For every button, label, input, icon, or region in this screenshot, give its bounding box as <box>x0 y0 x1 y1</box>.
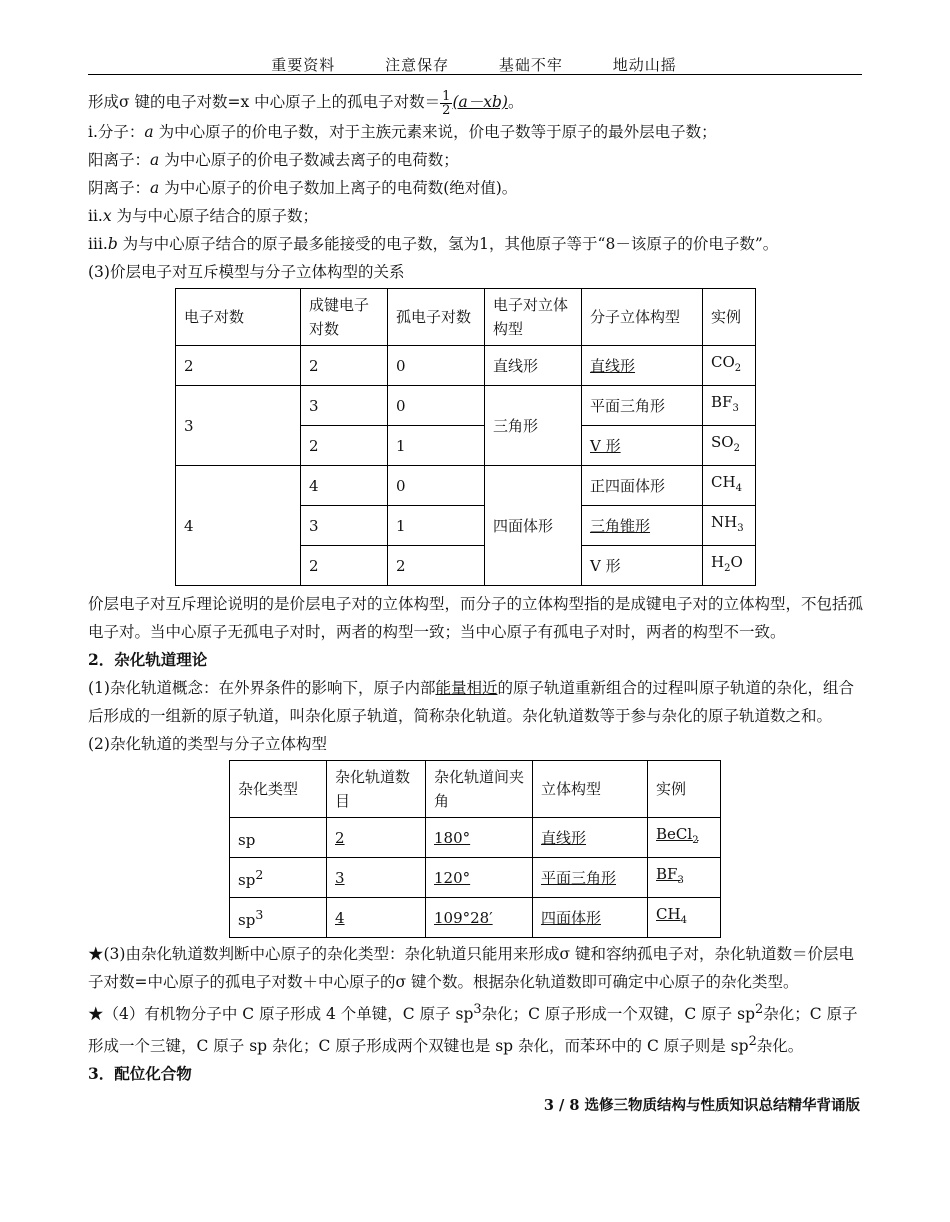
table-cell: 3 <box>301 506 388 546</box>
table-cell: 120° <box>426 858 533 898</box>
table-cell: 1 <box>388 426 485 466</box>
table-header-cell: 杂化轨道间夹角 <box>426 761 533 818</box>
table-cell: 直线形 <box>582 346 703 386</box>
table-row <box>230 898 721 938</box>
table-cell: 2 <box>176 346 301 386</box>
text-line: ⅱ.x 为与中心原子结合的原子数； <box>88 207 319 225</box>
table-cell: sp <box>230 818 327 858</box>
text-line: ⅰ.分子：a 为中心原子的价电子数，对于主族元素来说，价电子数等于原子的最外层电子数； <box>88 123 717 141</box>
header-rule <box>88 74 862 75</box>
table-cell: 正四面体形 <box>582 466 703 506</box>
table-cell: 4 <box>301 466 388 506</box>
table-cell: 平面三角形 <box>533 858 648 898</box>
section-heading: 3．配位化合物 <box>88 1064 192 1084</box>
table-row <box>176 346 756 386</box>
table-cell: $BF_3$ <box>648 858 721 898</box>
table-cell: $sp^3$ <box>230 898 327 938</box>
table-row <box>230 818 721 858</box>
table-cell: 0 <box>388 386 485 426</box>
header-item: 地动山摇 <box>612 56 677 74</box>
table-cell: 平面三角形 <box>582 386 703 426</box>
table-cell: 2 <box>301 426 388 466</box>
table-cell: $CO_2$ <box>703 346 756 386</box>
table-header-row <box>230 761 721 818</box>
table-cell: 109°28′ <box>426 898 533 938</box>
paragraph: (2)杂化轨道的类型与分子立体构型 <box>88 735 327 753</box>
table-row <box>176 386 756 426</box>
table-header-cell: 成键电子对数 <box>301 289 388 346</box>
header-item: 重要资料 <box>271 56 336 74</box>
fraction: $\frac{1}{2}$ <box>442 88 451 118</box>
table-cell: 直线形 <box>485 346 582 386</box>
table-cell: V 形 <box>582 546 703 586</box>
table-cell: BeCl$_2$ <box>648 818 721 858</box>
hybridization-table <box>229 760 721 938</box>
table-cell: 4 <box>327 898 426 938</box>
table-cell: 四面体形 <box>533 898 648 938</box>
table-header-cell: 杂化轨道数目 <box>327 761 426 818</box>
table-cell: $NH_3$ <box>703 506 756 546</box>
text-line: ⅲ.b 为与中心原子结合的原子最多能接受的电子数，氢为1，其他原子等于“8－该原子的价电子数”。 <box>88 235 779 253</box>
header-item: 基础不牢 <box>498 56 563 74</box>
table-cell: $sp^2$ <box>230 858 327 898</box>
table-cell: 4 <box>176 466 301 586</box>
table-header-cell: 实例 <box>703 289 756 346</box>
table-row <box>230 858 721 898</box>
vsepr-table <box>175 288 756 586</box>
table-cell: 180° <box>426 818 533 858</box>
paragraph: 价层电子对互斥理论说明的是价层电子对的立体构型，而分子的立体构型指的是成键电子对的立体构型，不包括孤电子对。当中心原子无孤电子对时，两者的构型一致；当中心原子有孤电子对时，两者的构型不一致。 <box>88 595 864 641</box>
formula-line: 形成σ 键的电子对数=x 中心原子上的孤电子对数＝ $\frac{1}{2}(a-xb)$。 <box>88 88 524 118</box>
document-body <box>88 86 866 1088</box>
table-cell: $SO_2$ <box>703 426 756 466</box>
table-header-cell: 电子对立体构型 <box>485 289 582 346</box>
table-cell: 1 <box>388 506 485 546</box>
table-cell: 3 <box>176 386 301 466</box>
table-header-cell: 杂化类型 <box>230 761 327 818</box>
page-header <box>88 54 860 75</box>
paragraph: (1)杂化轨道概念：在外界条件的影响下，原子内部能量相近的原子轨道重新组合的过程叫原子轨道的杂化，组合后形成的一组新的原子轨道，叫杂化原子轨道，简称杂化轨道。杂化轨道数等于参与杂化的原子轨道数之和。 <box>88 679 854 725</box>
table-cell: 2 <box>301 346 388 386</box>
table-cell: $BF_3$ <box>703 386 756 426</box>
table-cell: V 形 <box>582 426 703 466</box>
table-header-cell: 实例 <box>648 761 721 818</box>
section-heading: 2．杂化轨道理论 <box>88 650 208 669</box>
table-header-cell: 电子对数 <box>176 289 301 346</box>
table-cell: 2 <box>301 546 388 586</box>
paragraph: ★（4）有机物分子中 C 原子形成 4 个单键，C 原子 $sp^3$杂化；C 原子形成一个双键，C 原子 $sp^2$杂化；C 原子形成一个三键，C 原子 sp 杂化；C 原子形成两个双键也是 sp 杂化，而苯环中的 C 原子则是 $sp^2$杂化。 <box>88 1002 858 1056</box>
table-header-cell: 分子立体构型 <box>582 289 703 346</box>
paragraph: ★(3)由杂化轨道数判断中心原子的杂化类型：杂化轨道只能用来形成σ 键和容纳孤电子对，杂化轨道数＝价层电子对数=中心原子的孤电子对数＋中心原子的σ 键个数。根据杂化轨道数即可确定中心原子的杂化类型。 <box>88 945 854 991</box>
table-cell: 三角形 <box>485 386 582 466</box>
table-header-cell: 孤电子对数 <box>388 289 485 346</box>
table-cell: 3 <box>301 386 388 426</box>
table-cell: $CH_4$ <box>703 466 756 506</box>
table-cell: 0 <box>388 346 485 386</box>
table-row <box>176 466 756 506</box>
table-cell: 3 <box>327 858 426 898</box>
text-line: 阳离子：a 为中心原子的价电子数减去离子的电荷数； <box>88 151 459 169</box>
table-header-cell: 立体构型 <box>533 761 648 818</box>
table-cell: $CH_4$ <box>648 898 721 938</box>
table-cell: 2 <box>327 818 426 858</box>
table-cell: 0 <box>388 466 485 506</box>
text-line: (3)价层电子对互斥模型与分子立体构型的关系 <box>88 263 405 281</box>
table-cell: 直线形 <box>533 818 648 858</box>
table-cell: $H_2O$ <box>703 546 756 586</box>
table-cell: 三角锥形 <box>582 506 703 546</box>
text-line: 阴离子：a 为中心原子的价电子数加上离子的电荷数(绝对值)。 <box>88 179 518 197</box>
header-item: 注意保存 <box>385 56 450 74</box>
page-footer: 3 / 8 选修三物质结构与性质知识总结精华背诵版 <box>543 1097 860 1114</box>
table-cell: 四面体形 <box>485 466 582 586</box>
table-cell: 2 <box>388 546 485 586</box>
table-header-row <box>176 289 756 346</box>
